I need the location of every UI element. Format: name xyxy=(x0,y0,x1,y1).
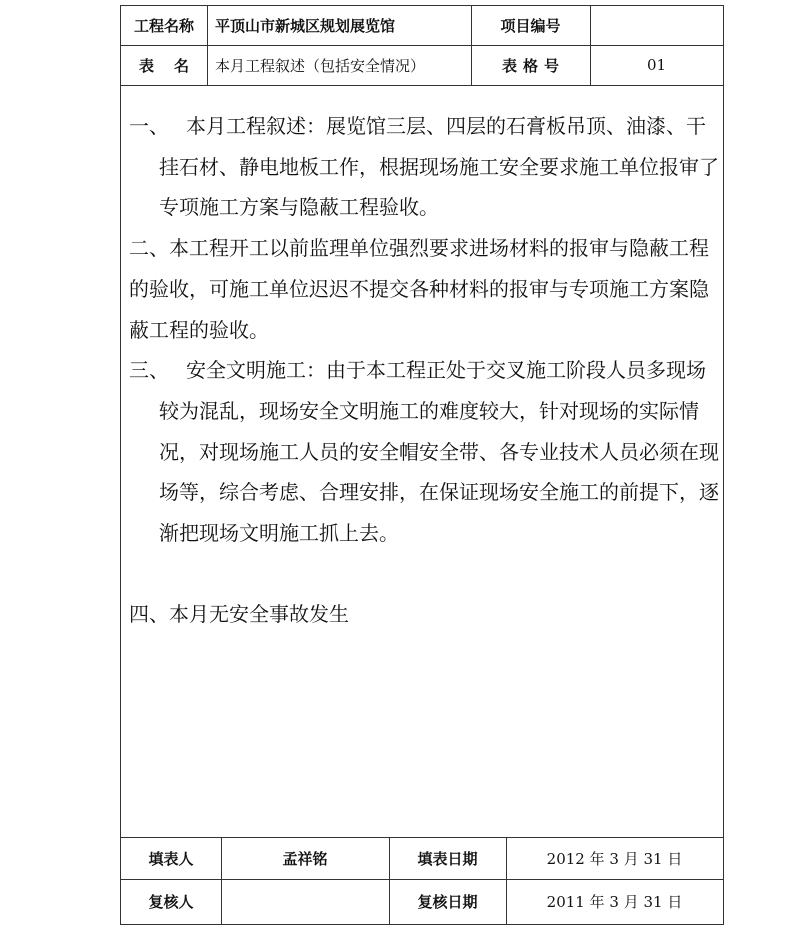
review-date-value: 2011 年 3 月 31 日 xyxy=(546,893,683,911)
report-form xyxy=(120,5,724,925)
paragraph-1-text: 本月工程叙述：展览馆三层、四层的石膏板吊顶、油漆、干挂石材、静电地板工作，根据现场施工安全要求施工单位报审了专项施工方案与隐蔽工程验收。 xyxy=(159,114,719,220)
project-name-label: 工程名称 xyxy=(133,17,194,35)
project-name-value: 平顶山市新城区规划展览馆 xyxy=(215,17,396,35)
paragraph-3 xyxy=(129,350,721,554)
fill-date-value: 2012 年 3 月 31 日 xyxy=(546,849,683,868)
project-number-label: 项目编号 xyxy=(500,17,561,35)
paragraph-4-text: 四、本月无安全事故发生 xyxy=(129,601,349,626)
paragraph-4 xyxy=(129,594,721,635)
reviewer-value xyxy=(221,879,389,924)
form-value: 本月工程叙述（包括安全情况） xyxy=(215,56,426,75)
paragraph-1-label: 一、 xyxy=(129,114,169,138)
report-body xyxy=(129,106,721,634)
header-bottom-divider xyxy=(121,85,723,86)
paragraph-1 xyxy=(129,106,721,228)
reviewer-label: 复核人 xyxy=(148,893,194,911)
form-number-value: 01 xyxy=(646,56,667,74)
filler-label: 填表人 xyxy=(148,849,194,868)
paragraph-3-label: 三、 xyxy=(129,358,169,383)
review-date-label: 复核日期 xyxy=(417,893,478,911)
paragraph-3-text: 安全文明施工：由于本工程正处于交叉施工阶段人员多现场较为混乱，现场安全文明施工的难度较大，针对现场的实际情况，对现场施工人员的安全帽安全带、各专业技术人员必须在现场等，综合考虑、合理安排，在保证现场安全施工的前提下，逐渐把现场文明施工抓上去。 xyxy=(159,358,719,546)
paragraph-2-text: 二、本工程开工以前监理单位强烈要求进场材料的报审与隐蔽工程的验收，可施工单位迟迟不提交各种材料的报审与专项施工方案隐蔽工程的验收。 xyxy=(129,236,709,342)
fill-date-label: 填表日期 xyxy=(417,849,478,868)
project-number-value xyxy=(590,6,723,45)
filler-value: 孟祥铭 xyxy=(282,849,328,868)
paragraph-2 xyxy=(129,228,721,350)
form-label: 表名 xyxy=(139,56,210,75)
form-number-label: 表格号 xyxy=(501,56,565,75)
